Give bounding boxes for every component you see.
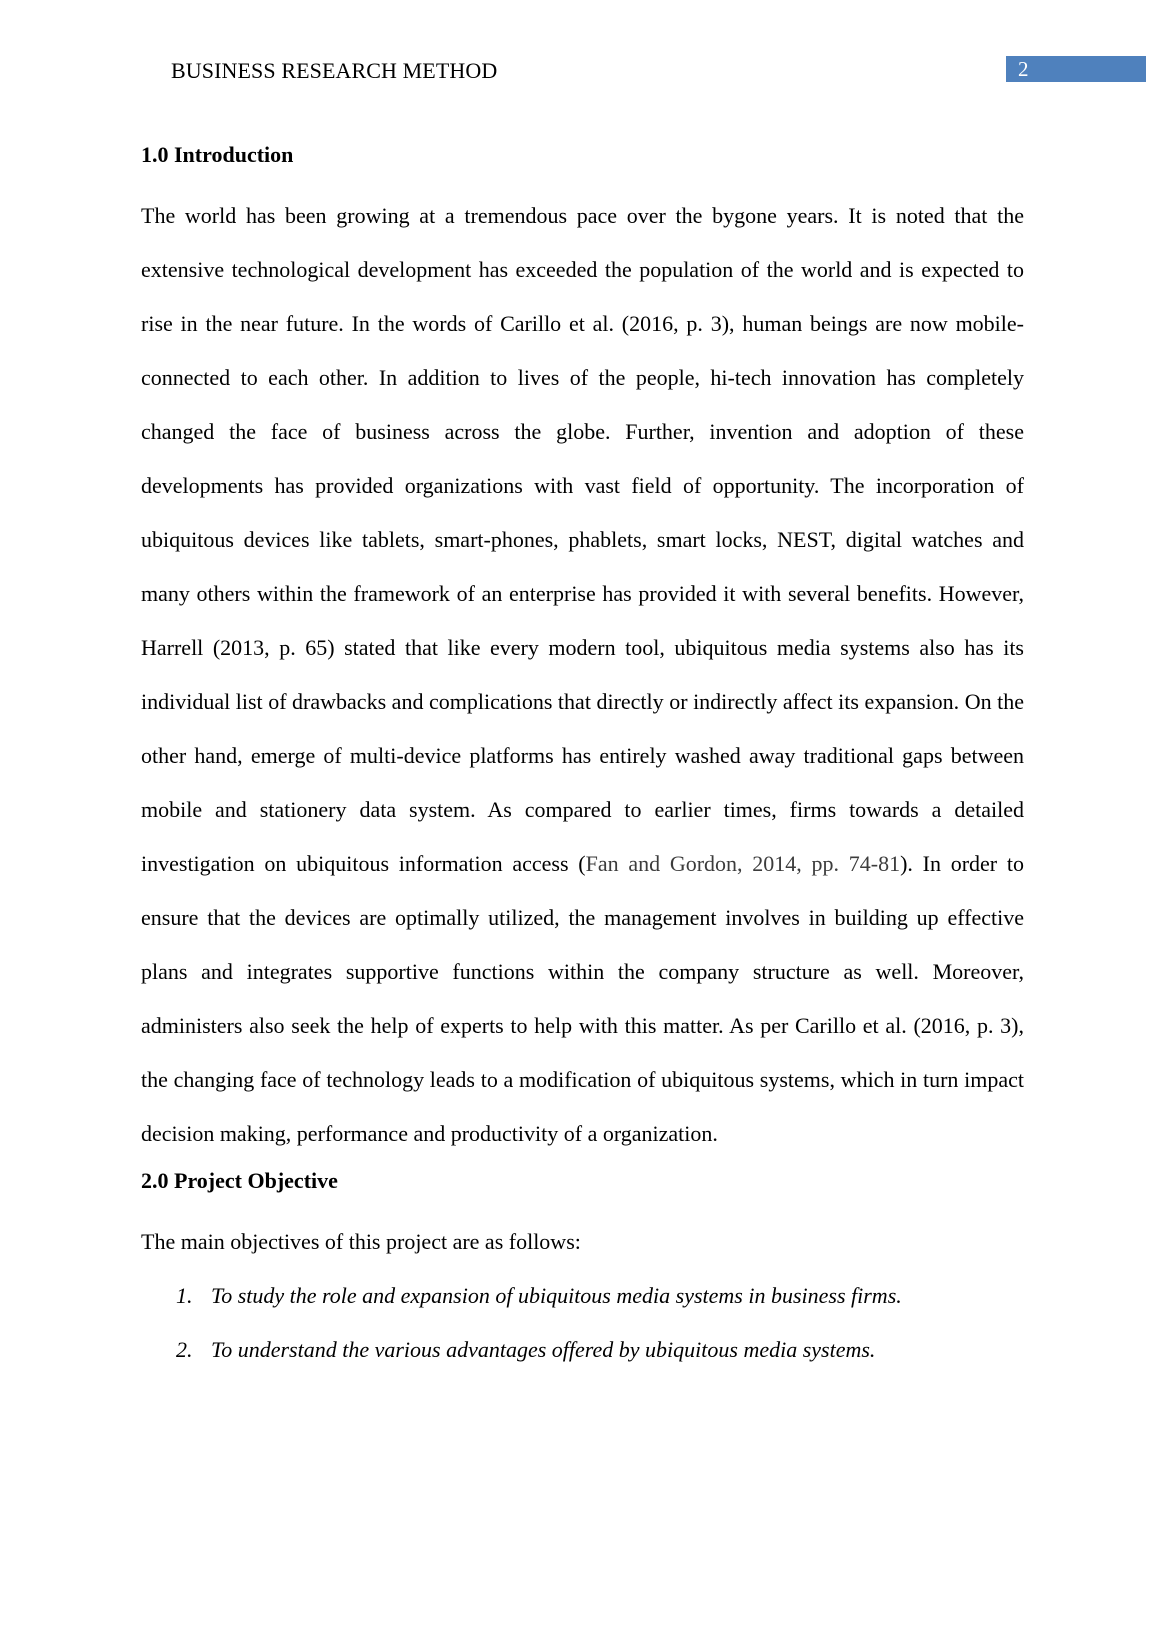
page-number-box [1006,56,1146,82]
objectives-list [141,1269,1024,1377]
objective-text: To study the role and expansion of ubiquitous media systems in business firms. [211,1283,902,1308]
page-header [0,56,1158,86]
objective-number: 1. [176,1283,193,1308]
objective-number: 2. [176,1337,193,1362]
running-head: BUSINESS RESEARCH METHOD [171,58,498,83]
project-objective-heading: 2.0 Project Objective [141,1168,338,1193]
document-body [141,135,1024,1377]
citation-fan-gordon: Fan and Gordon, 2014, pp. 74-81 [585,851,901,876]
introduction-heading: 1.0 Introduction [141,142,294,167]
page-number: 2 [1018,57,1029,81]
introduction-paragraph [141,189,1024,1161]
objective-text: To understand the various advantages offered by ubiquitous media systems. [211,1337,876,1362]
introduction-text-part-2: ). In order to ensure that the devices are optimally utilized, the management involves in building up effective plans and integrates supportive functions within the company structure as well. Moreover, administers also seek the help of experts to help with this matter. As per Carillo et al. (2016, p. 3), the changing face of technology leads to a modification of ubiquitous systems, which in turn impact decision making, performance and productivity of a organization. [141,851,1024,1146]
objective-item [141,1269,1024,1323]
objective-item [141,1323,1024,1377]
introduction-text-part-1: The world has been growing at a tremendous pace over the bygone years. It is noted that the extensive technological development has exceeded the population of the world and is expected to rise in the near future. In the words of Carillo et al. (2016, p. 3), human beings are now mobile-connected to each other. In addition to lives of the people, hi-tech innovation has completely changed the face of business across the globe. Further, invention and adoption of these developments has provided organizations with vast field of opportunity. The incorporation of ubiquitous devices like tablets, smart-phones, phablets, smart locks, NEST, digital watches and many others within the framework of an enterprise has provided it with several benefits. However, Harrell (2013, p. 65) stated that like every modern tool, ubiquitous media systems also has its individual list of drawbacks and complications that directly or indirectly affect its expansion. On the other hand, emerge of multi-device platforms has entirely washed away traditional gaps between mobile and stationery data system. As compared to earlier times, firms towards a detailed investigation on ubiquitous information access ( [141,203,1024,876]
objectives-lead: The main objectives of this project are as follows: [141,1229,581,1254]
